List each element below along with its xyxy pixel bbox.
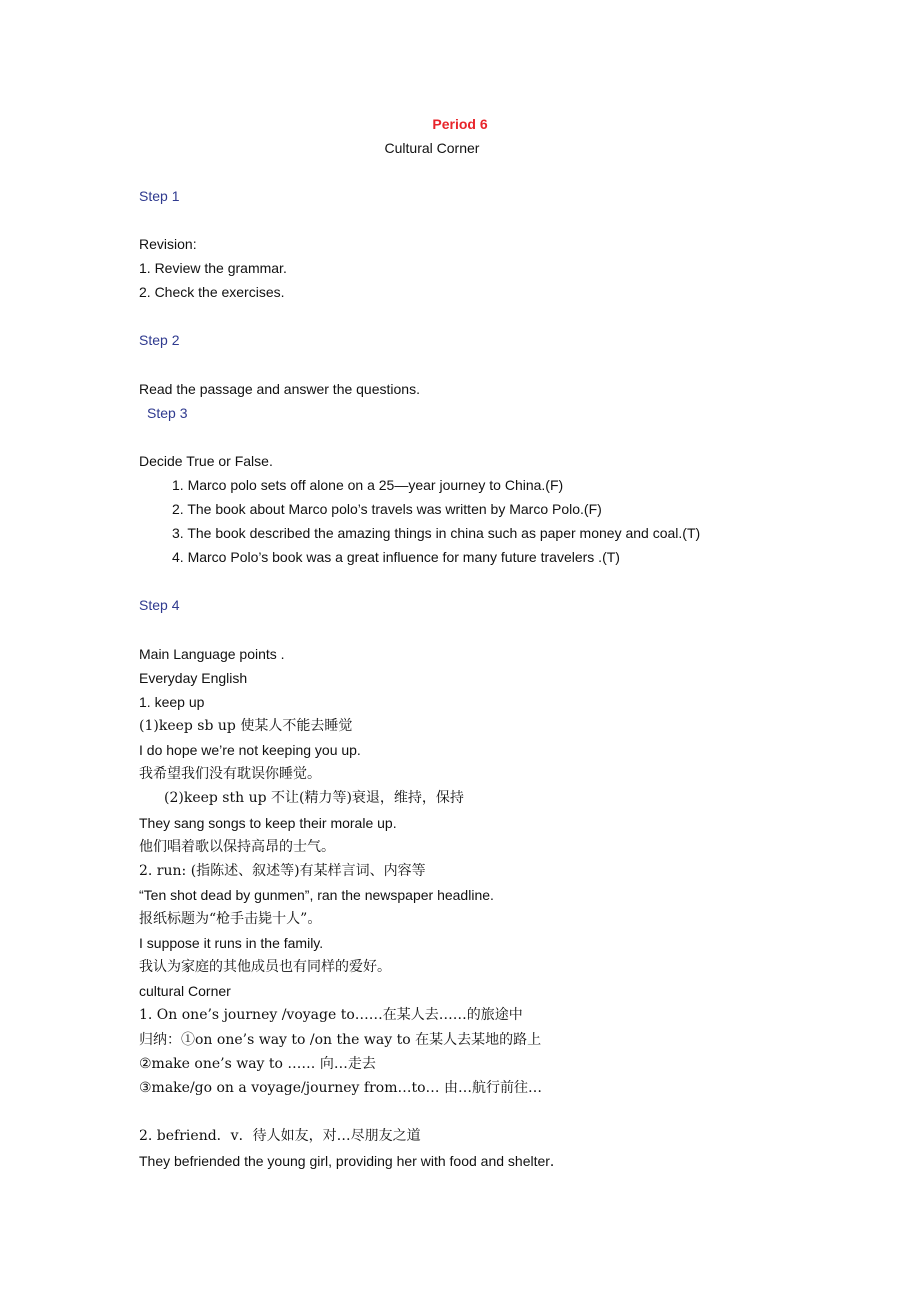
language-points-line: Main Language points . [139,646,285,662]
language-points-line: 2. run: (指陈述、叙述等)有某样言词、内容等 [139,863,426,879]
language-points-line: ③make/go on a voyage/journey from…to… 由…航行前往… [139,1080,542,1096]
language-points-line: Everyday English [139,670,248,686]
revision-item: 1. Review the grammar. [139,260,287,276]
true-false-item: 4. Marco Polo’s book was a great influence for many future travelers .(T) [172,549,620,565]
step3-heading: Step 3 [147,405,188,421]
revision-item: 2. Check the exercises. [139,284,285,300]
period-title: Period 6 [432,116,488,132]
language-points-line: They befriended the young girl, providing her with food and shelter． [139,1153,564,1169]
language-points-line: I do hope we’re not keeping you up. [139,742,361,758]
language-points-line: I suppose it runs in the family. [139,935,324,951]
language-points-line: “Ten shot dead by gunmen”, ran the newspaper headline. [139,887,494,903]
language-points-line: (2)keep sth up 不让(精力等)衰退，维持，保持 [164,790,464,806]
language-points-line: 1. On one’s journey /voyage to……在某人去……的旅途中 [139,1007,523,1023]
language-points-line: ②make one’s way to …… 向…走去 [139,1056,376,1072]
step2-text: Read the passage and answer the questions. [139,381,420,397]
step2-heading: Step 2 [139,332,180,348]
section-subtitle: Cultural Corner [384,140,480,156]
language-points-line: 我希望我们没有耽误你睡觉。 [139,766,321,782]
language-points-line: cultural Corner [139,983,231,999]
true-false-item: 1. Marco polo sets off alone on a 25—year journey to China.(F) [172,477,564,493]
true-false-item: 2. The book about Marco polo’s travels was written by Marco Polo.(F) [172,501,602,517]
step4-heading: Step 4 [139,597,180,613]
language-points-line: 归纳：①on one’s way to /on the way to 在某人去某地的路上 [139,1032,542,1048]
language-points-line: 他们唱着歌以保持高昂的士气。 [139,839,335,855]
step3-intro: Decide True or False. [139,453,273,469]
language-points-line: 报纸标题为“枪手击毙十人”。 [139,911,322,927]
language-points-line: They sang songs to keep their morale up. [139,815,397,831]
language-points-line: 1. keep up [139,694,205,710]
true-false-item: 3. The book described the amazing things in china such as paper money and coal.(T) [172,525,701,541]
language-points-line: 我认为家庭的其他成员也有同样的爱好。 [139,959,391,975]
revision-label: Revision: [139,236,197,252]
language-points-line: 2. befriend．v．待人如友，对…尽朋友之道 [139,1128,421,1144]
language-points-line: (1)keep sb up 使某人不能去睡觉 [139,718,353,734]
step1-heading: Step 1 [139,188,180,204]
